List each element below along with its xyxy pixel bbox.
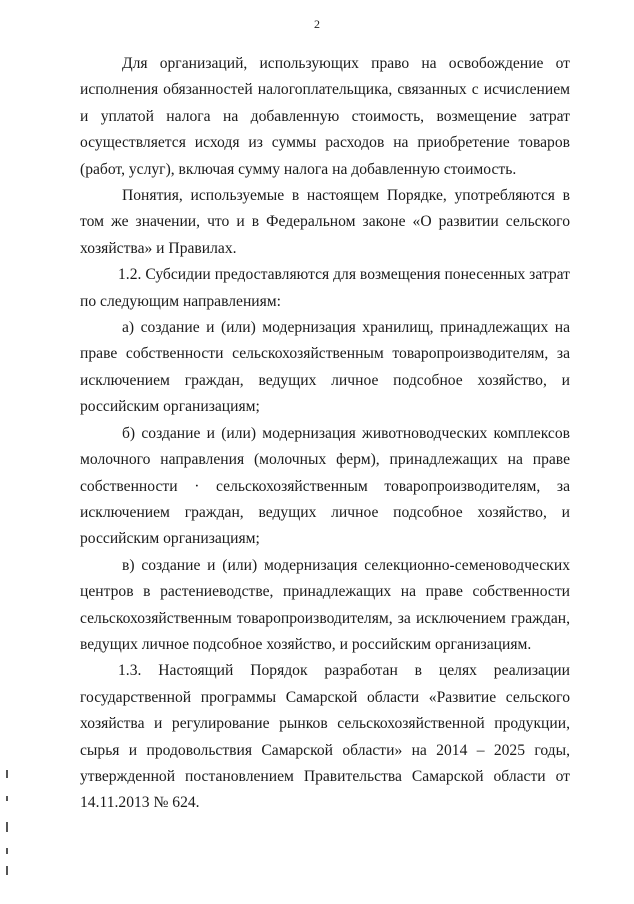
paragraph-section-1-3: 1.3. Настоящий Порядок разработан в целях реализации государственной программы Самарской области «Развитие сельского хозяйства и регулирование рынков сельскохозяйственной продукции, сырья и продовольствия Самарской области» на 2014 – 2025 годы, утвержденной постановлением Правительства Самарской области от 14.11.2013 № 624. (80, 662, 570, 812)
paragraph-section-1-2: 1.2. Субсидии предоставляются для возмещения понесенных затрат по следующим направлениям: (80, 266, 570, 310)
paragraph-item-b: б) создание и (или) модернизация животноводческих комплексов молочного направления (молочных ферм), принадлежащих на праве собственности · сельскохозяйственным товаропроизводителям, за исключением граждан, ведущих личное подсобное хозяйство, и российским организациям; (80, 424, 570, 548)
page-number: 2 (314, 17, 320, 31)
paragraph-vat-exemption: Для организаций, использующих право на освобождение от исполнения обязанностей налогоплательщика, связанных с исчислением и уплатой налога на добавленную стоимость, возмещение затрат осуществляется исходя из суммы расходов на приобретение товаров (работ, услуг), включая сумму налога на добавленную стоимость. (80, 55, 570, 178)
paragraph-item-v: в) создание и (или) модернизация селекционно-семеноводческих центров в растениеводстве, принадлежащих на праве собственности сельскохозяйственным товаропроизводителям, за исключением граждан, ведущих личное подсобное хозяйство, и российским организациям. (80, 556, 570, 653)
paragraph-item-a: а) создание и (или) модернизация хранилищ, принадлежащих на праве собственности сельскохозяйственным товаропроизводителям, за исключением граждан, ведущих личное подсобное хозяйство, и российским организациям; (80, 319, 570, 416)
scan-margin-marks (2, 770, 14, 880)
paragraph-definitions: Понятия, используемые в настоящем Порядке, употребляются в том же значении, что и в Федеральном законе «О развитии сельского хозяйства» и Правилах. (80, 187, 570, 257)
document-body (80, 51, 570, 817)
